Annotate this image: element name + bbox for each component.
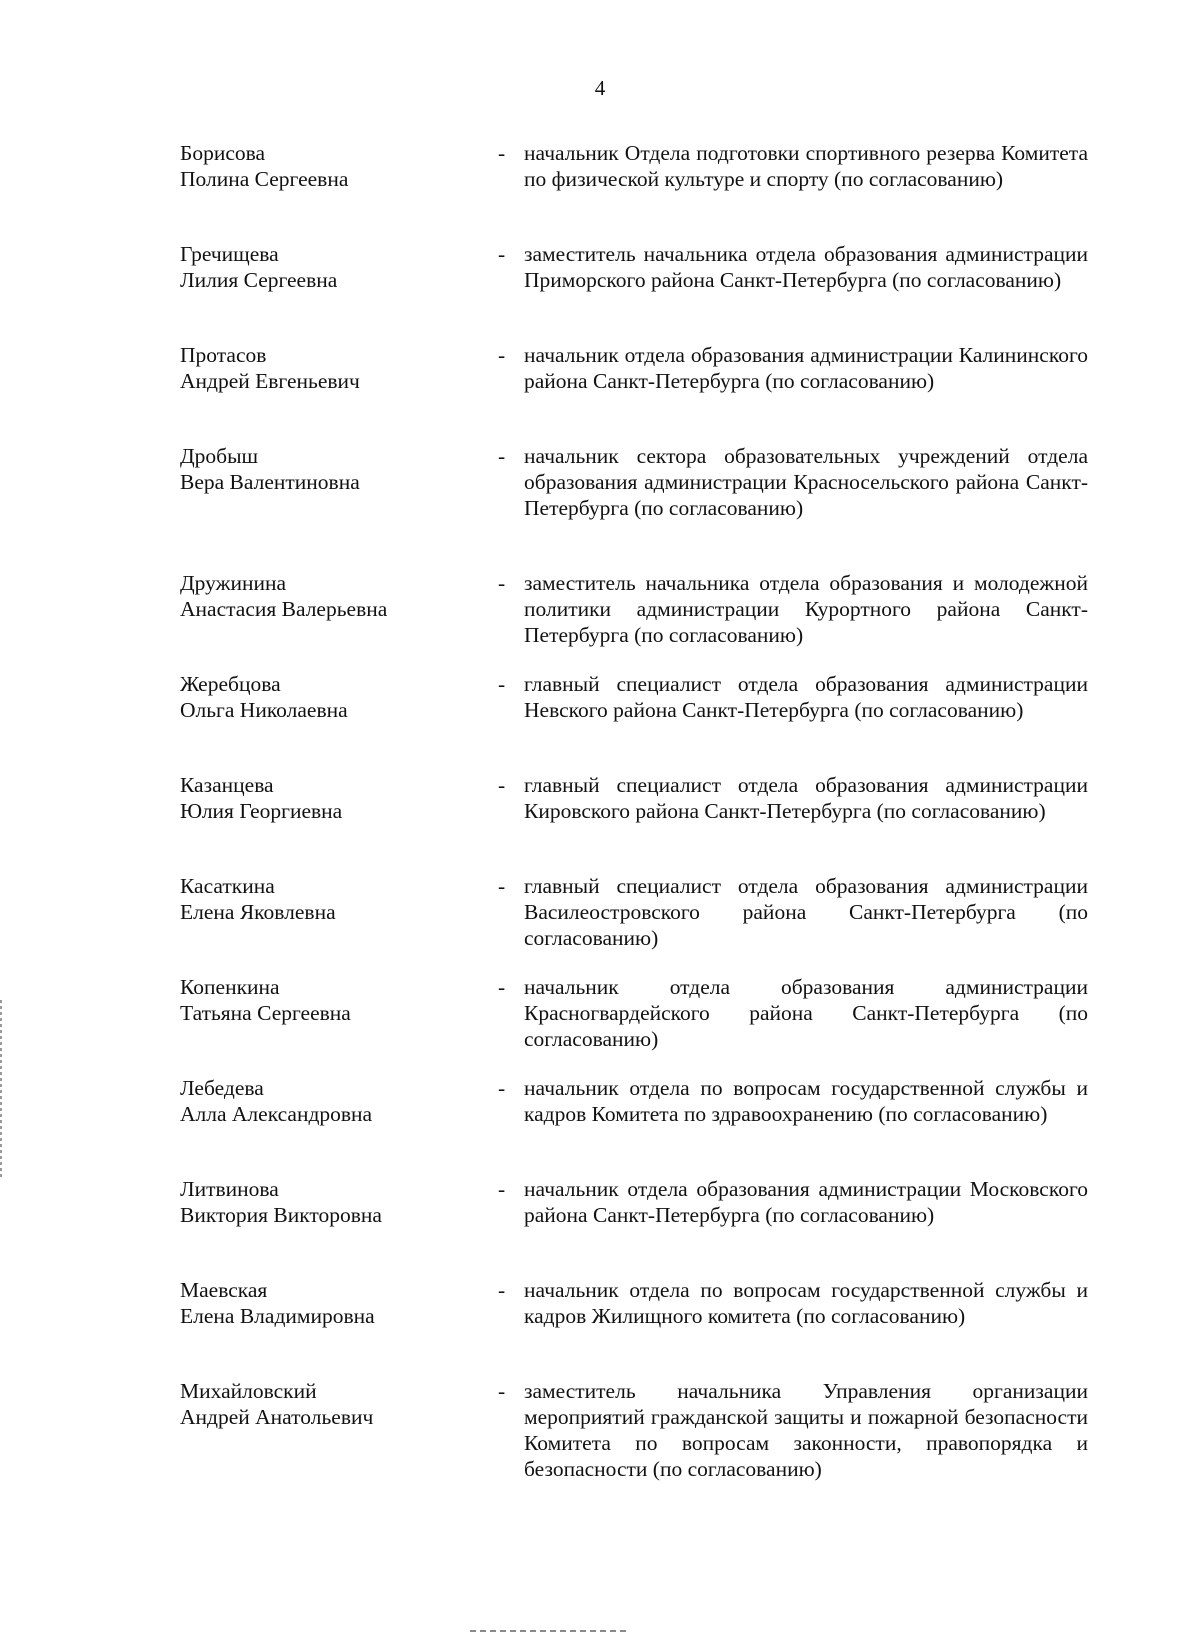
member-surname: Борисова: [180, 141, 266, 165]
member-role: начальник Отдела подготовки спортивного резерва Комитета по физической культуре и спорту (по согласованию): [524, 141, 1088, 191]
dash-separator: -: [498, 773, 506, 797]
member-surname: Литвинова: [180, 1177, 279, 1201]
list-item: [180, 443, 1088, 570]
member-given-names: Елена Яковлевна: [180, 900, 336, 924]
member-given-names: Анастасия Валерьевна: [180, 597, 388, 621]
member-surname: Протасов: [180, 343, 267, 367]
member-role: начальник отдела по вопросам государственной службы и кадров Жилищного комитета (по согласованию): [524, 1278, 1088, 1328]
list-item: [180, 140, 1088, 241]
member-given-names: Лилия Сергеевна: [180, 268, 338, 292]
member-role: начальник сектора образовательных учреждений отдела образования администрации Красносельского района Санкт-Петербурга (по согласованию): [524, 444, 1088, 520]
member-surname: Дробыш: [180, 444, 259, 468]
member-surname: Маевская: [180, 1278, 268, 1302]
member-surname: Жеребцова: [180, 672, 281, 696]
member-given-names: Татьяна Сергеевна: [180, 1001, 351, 1025]
member-given-names: Елена Владимировна: [180, 1304, 375, 1328]
member-name: [180, 1277, 498, 1329]
member-role: главный специалист отдела образования администрации Невского района Санкт-Петербурга (по согласованию): [524, 672, 1088, 722]
list-item: [180, 671, 1088, 772]
member-role: заместитель начальника отдела образования администрации Приморского района Санкт-Петербурга (по согласованию): [524, 242, 1088, 292]
dash-separator: -: [498, 1177, 506, 1201]
member-given-names: Вера Валентиновна: [180, 470, 360, 494]
list-item: [180, 342, 1088, 443]
member-given-names: Алла Александровна: [180, 1102, 373, 1126]
dash-separator: -: [498, 975, 506, 999]
member-surname: Дружинина: [180, 571, 287, 595]
member-surname: Копенкина: [180, 975, 280, 999]
dash-separator: -: [498, 141, 506, 165]
dash-separator: -: [498, 1076, 506, 1100]
member-role: главный специалист отдела образования администрации Василеостровского района Санкт-Петербурга (по согласованию): [524, 874, 1088, 950]
dash-separator: -: [498, 1379, 506, 1403]
dash-separator: -: [498, 242, 506, 266]
member-surname: Касаткина: [180, 874, 275, 898]
member-name: [180, 342, 498, 394]
member-name: [180, 241, 498, 293]
member-role: заместитель начальника Управления организации мероприятий гражданской защиты и пожарной безопасности Комитета по вопросам законности, правопорядка и безопасности (по согласованию): [524, 1379, 1088, 1481]
dash-separator: -: [498, 343, 506, 367]
dash-separator: -: [498, 1278, 506, 1302]
member-name: [180, 873, 498, 925]
member-role: начальник отдела образования администрации Московского района Санкт-Петербурга (по согласованию): [524, 1177, 1088, 1227]
member-surname: Михайловский: [180, 1379, 317, 1403]
list-item: [180, 772, 1088, 873]
member-role: начальник отдела образования администрации Красногвардейского района Санкт-Петербурга (по согласованию): [524, 975, 1088, 1051]
member-surname: Гречищева: [180, 242, 279, 266]
member-role: начальник отдела по вопросам государственной службы и кадров Комитета по здравоохранению (по согласованию): [524, 1076, 1088, 1126]
member-given-names: Андрей Анатольевич: [180, 1405, 374, 1429]
member-list: [180, 140, 1088, 1505]
scan-edge-mark: [0, 1000, 2, 1180]
member-surname: Казанцева: [180, 773, 274, 797]
member-name: [180, 671, 498, 723]
list-item: [180, 1277, 1088, 1378]
member-name: [180, 772, 498, 824]
list-item: [180, 1176, 1088, 1277]
dash-separator: -: [498, 444, 506, 468]
member-name: [180, 1176, 498, 1228]
dash-separator: -: [498, 874, 506, 898]
member-name: [180, 140, 498, 192]
member-name: [180, 1075, 498, 1127]
member-role: заместитель начальника отдела образования и молодежной политики администрации Курортного района Санкт-Петербурга (по согласованию): [524, 571, 1088, 647]
page-number: 4: [594, 76, 606, 100]
scan-edge-mark: [470, 1630, 630, 1632]
member-given-names: Юлия Георгиевна: [180, 799, 343, 823]
list-item: [180, 1075, 1088, 1176]
list-item: [180, 570, 1088, 671]
list-item: [180, 974, 1088, 1075]
dash-separator: -: [498, 672, 506, 696]
member-given-names: Виктория Викторовна: [180, 1203, 382, 1227]
member-role: начальник отдела образования администрации Калининского района Санкт-Петербурга (по согласованию): [524, 343, 1088, 393]
member-given-names: Андрей Евгеньевич: [180, 369, 360, 393]
list-item: [180, 873, 1088, 974]
member-surname: Лебедева: [180, 1076, 264, 1100]
member-role: главный специалист отдела образования администрации Кировского района Санкт-Петербурга (по согласованию): [524, 773, 1088, 823]
member-name: [180, 570, 498, 622]
member-given-names: Полина Сергеевна: [180, 167, 349, 191]
member-name: [180, 1378, 498, 1430]
list-item: [180, 1378, 1088, 1505]
member-name: [180, 443, 498, 495]
member-name: [180, 974, 498, 1026]
list-item: [180, 241, 1088, 342]
dash-separator: -: [498, 571, 506, 595]
member-given-names: Ольга Николаевна: [180, 698, 348, 722]
